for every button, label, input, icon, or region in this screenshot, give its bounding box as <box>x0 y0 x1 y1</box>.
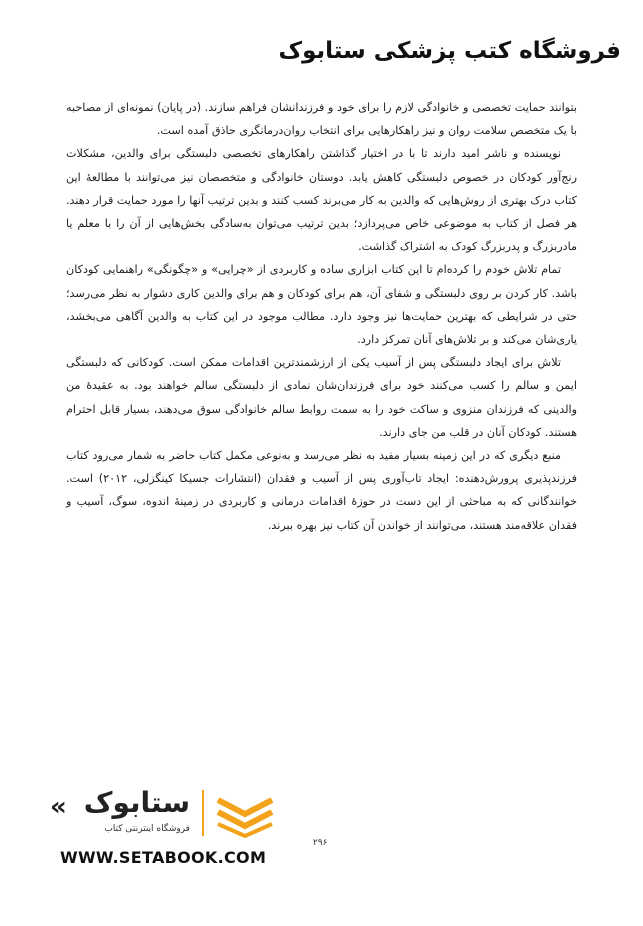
paragraph-1: بتوانند حمایت تخصصی و خانوادگی لازم را برای خود و فرزندانشان فراهم سازند. (در پایان) نمونه‌ای از مصاحبه با یک متخصص سلامت روان و نیز راهکارهایی برای انتخاب روان‌درمانگری حاذق آمده است. <box>66 101 577 138</box>
paragraph-4: تلاش برای ایجاد دلبستگی پس از آسیب یکی از ارزشمندترین اقدامات ممکن است. کودکانی که دلبستگی ایمن و سالم را کسب می‌کنند خود برای فرزندان‌شان نمادی از دلبستگی سالم خواهند بود. به عقیدهٔ من والدینی که فرزندان منزوی و ساکت خود را به سمت روابط سالم خانوادگی سوق می‌دهند، بسیار قابل احترام هستند. کودکان آنان در قلب من جای دارند. <box>66 356 577 439</box>
site-url: WWW.SETABOOK.COM <box>60 848 267 867</box>
body-text <box>66 96 577 537</box>
logo-divider <box>202 790 204 836</box>
setabook-logo <box>50 786 280 846</box>
book-chevron-icon <box>212 790 278 838</box>
paragraph-2: نویسنده و ناشر امید دارند تا با در اختیار گذاشتن راهکارهای تخصصی دلبستگی برای والدین، مشکلات رنج‌آور کودکان در خصوص دلبستگی کاهش یابد. دوستان خانوادگی و متخصصان نیز می‌توانند با مطالعهٔ این کتاب درک بهتری از روش‌هایی که والدین به کار می‌برند کسب کنند و بدین ترتیب آنها را مورد حمایت قرار دهند. هر فصل از کتاب به موضوعی خاص می‌پردازد؛ بدین ترتیب می‌توان به‌سادگی بخش‌هایی از آن را با معلم یا مادربزرگ و پدربزرگ کودک به اشتراک گذاشت. <box>66 147 577 254</box>
page-number: ۲۹۶ <box>313 838 328 848</box>
logo-subtitle: فروشگاه اینترنتی کتاب <box>104 824 190 834</box>
page-header-title: فروشگاه کتب پزشکی ستابوک <box>278 38 621 64</box>
double-chevron-icon: « <box>50 792 59 822</box>
paragraph-3: تمام تلاش خودم را کرده‌ام تا این کتاب ابزاری ساده و کاربردی از «چرایی» و «چگونگی» راهنمایی کودکان باشد. کار کردن بر روی دلبستگی و شفای آن، هم برای کودکان و هم برای والدین کاری دشوار به نظر می‌رسد؛ حتی در شرایطی که بهترین حمایت‌ها نیز وجود دارد. مطالب موجود در این کتاب به والدین آگاهی می‌بخشد، یاری‌شان می‌کند و بر تلاش‌های آنان تمرکز دارد. <box>66 263 577 347</box>
paragraph-5: منبع دیگری که در این زمینه بسیار مفید به نظر می‌رسد و به‌نوعی مکمل کتاب حاضر به شمار می‌رود کتاب فرزندپذیری پرورش‌دهنده: ایجاد تاب‌آوری پس از آسیب و فقدان (انتشارات جسیکا کینگزلی، ۲۰۱۲) است. خوانندگانی که به مباحثی از این دست در حوزهٔ اقدامات درمانی و کاربردی در زمینهٔ اندوه، سوگ، آسیب و فقدان علاقه‌مند هستند، می‌توانند از خواندن آن کتاب نیز بهره ببرند. <box>66 449 578 532</box>
logo-brand-text: ستابوک <box>83 786 190 819</box>
